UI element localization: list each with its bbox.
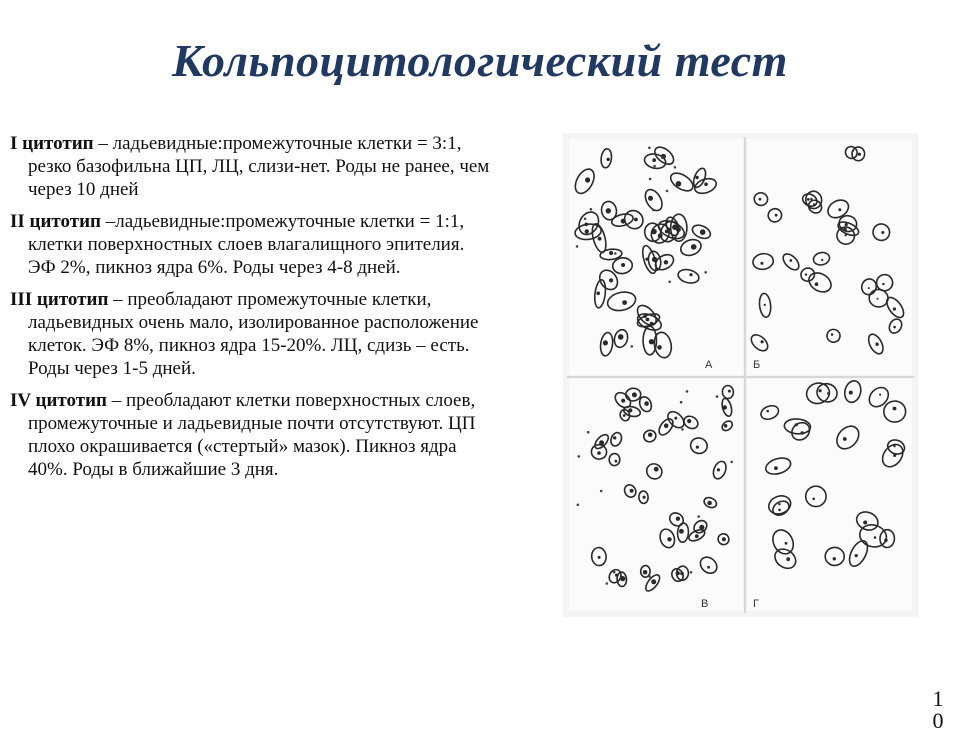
cell-nucleus — [664, 260, 668, 264]
cytotype-3-label: III цитотип — [10, 289, 109, 310]
cell-nucleus — [759, 198, 762, 201]
cytotype-2-text: –ладьевидные:промежуточные клетки = 1:1, клетки поверхностных слоев влагалищного эпителия. ЭФ 2%, пикноз ядра 6%. Роды через 4-8 дней. — [28, 211, 465, 278]
debris-dot — [681, 428, 684, 431]
cell-nucleus — [766, 410, 769, 413]
cell-nucleus — [810, 198, 812, 200]
cell-nucleus — [634, 218, 638, 222]
cell-nucleus — [643, 570, 648, 575]
cytotype-4-text: – преобладают клетки поверхностных слоев, промежуточные и ладьевидные почти отсутствуют. ЦП плохо окрашивается («стертый» мазок). Пикноз ядра 40%. Роды в ближайшие 3 дня. — [28, 390, 476, 480]
cell-nucleus — [695, 176, 698, 179]
cell-nucleus — [622, 300, 627, 305]
cell-nucleus — [607, 158, 610, 161]
debris-dot — [686, 390, 689, 393]
cell-nucleus — [879, 394, 881, 396]
debris-dot — [600, 490, 603, 493]
cell-nucleus — [893, 454, 896, 457]
cell-nucleus — [785, 542, 788, 545]
debris-dot — [576, 245, 579, 248]
cell-nucleus — [597, 451, 601, 455]
cell-nucleus — [827, 392, 829, 394]
debris-dot — [704, 271, 707, 274]
slide-title: Кольпоцитологический тест — [172, 35, 788, 86]
cell-nucleus — [717, 468, 720, 471]
debris-dot — [668, 281, 671, 284]
cell-nucleus — [831, 333, 834, 336]
cell-nucleus — [695, 534, 699, 538]
cell-nucleus — [760, 262, 763, 265]
cell-nucleus — [778, 509, 781, 512]
cell-nucleus — [805, 273, 807, 275]
debris-dot — [666, 190, 669, 193]
cell-nucleus — [774, 466, 778, 470]
cell-nucleus — [696, 446, 699, 449]
cell-nucleus — [620, 576, 625, 581]
cell-nucleus — [645, 258, 648, 261]
cell-nucleus — [618, 334, 624, 340]
debris-dot — [590, 208, 593, 211]
cell-nucleus — [585, 177, 590, 182]
cell-nucleus — [652, 158, 656, 162]
cell-nucleus — [630, 489, 634, 493]
cytotype-3-paragraph — [10, 288, 490, 380]
debris-dot — [587, 431, 590, 434]
cell-nucleus — [646, 318, 650, 322]
cell-nucleus — [657, 345, 662, 350]
cell-nucleus — [585, 229, 589, 233]
cell-nucleus — [613, 436, 616, 439]
cell-nucleus — [723, 405, 727, 409]
debris-dot — [606, 582, 609, 585]
cell-nucleus — [704, 183, 708, 187]
cytotype-2-paragraph — [10, 210, 490, 279]
debris-dot — [652, 209, 655, 212]
cell-nucleus — [722, 537, 726, 541]
panel-a-label: А — [705, 359, 713, 371]
cell-nucleus — [687, 419, 691, 423]
cytotype-1-text: – ладьевидные:промежуточные клетки = 3:1, резко базофильна ЦП, ЛЦ, слизи-нет. Роды не ранее, чем через 10 дней — [28, 133, 490, 200]
cell-nucleus — [623, 414, 626, 417]
cell-nucleus — [789, 259, 792, 262]
cell-nucleus — [882, 283, 884, 285]
debris-dot — [661, 156, 664, 159]
cell-nucleus — [621, 263, 625, 267]
debris-dot — [614, 252, 617, 255]
cell-nucleus — [707, 501, 712, 506]
cytotype-1-label: I цитотип — [10, 133, 94, 154]
cell-nucleus — [672, 224, 678, 230]
cell-nucleus — [778, 503, 780, 505]
cell-nucleus — [819, 389, 822, 392]
cell-nucleus — [691, 244, 697, 250]
debris-dot — [674, 166, 677, 169]
cytotype-4-label: IV цитотип — [10, 390, 107, 411]
cell-nucleus — [764, 304, 766, 306]
cell-nucleus — [651, 579, 656, 584]
cell-nucleus — [855, 554, 858, 557]
cell-nucleus — [596, 292, 600, 296]
cell-nucleus — [815, 282, 819, 286]
cell-nucleus — [821, 259, 823, 261]
cell-nucleus — [689, 273, 692, 276]
cell-nucleus — [598, 237, 602, 241]
cell-nucleus — [761, 340, 764, 343]
debris-dot — [578, 455, 581, 458]
cell-nucleus — [843, 437, 847, 441]
cell-nucleus — [667, 537, 671, 541]
debris-dot — [730, 461, 733, 464]
cell-nucleus — [863, 521, 867, 525]
cell-nucleus — [807, 198, 810, 201]
debris-dot — [649, 178, 652, 181]
cell-nucleus — [884, 539, 888, 543]
cell-nucleus — [724, 424, 728, 428]
cytotype-3-text: – преобладают промежуточные клетки, ладьевидных очень мало, изолированное расположение клеток. ЭФ 8%, пикноз ядра 15-20%. ЛЦ, сдизь – есть. Роды через 1-5 дней. — [28, 289, 479, 379]
cell-nucleus — [615, 460, 618, 463]
cell-nucleus — [812, 498, 815, 501]
cell-nucleus — [676, 571, 680, 575]
cell-nucleus — [700, 229, 706, 235]
cell-nucleus — [674, 417, 677, 420]
debris-dot — [653, 165, 656, 168]
cell-nucleus — [858, 153, 861, 156]
cell-nucleus — [598, 556, 601, 559]
cytology-smear-figure — [563, 133, 918, 617]
cell-nucleus — [728, 390, 731, 393]
cell-nucleus — [621, 399, 625, 403]
cell-nucleus — [838, 208, 841, 211]
cell-nucleus — [632, 392, 637, 397]
panel-b-label: Б — [753, 359, 761, 371]
cell-nucleus — [893, 307, 896, 310]
cell-nucleus — [893, 407, 897, 411]
cytotype-1-paragraph — [10, 132, 490, 201]
cell-nucleus — [643, 496, 646, 499]
debris-dot — [648, 147, 651, 150]
cell-nucleus — [654, 467, 659, 472]
cytotype-4-paragraph — [10, 389, 490, 481]
cell-nucleus — [609, 278, 613, 282]
cell-nucleus — [679, 529, 684, 534]
cell-nucleus — [585, 223, 589, 227]
cell-nucleus — [621, 219, 626, 224]
cell-nucleus — [868, 287, 870, 289]
cell-nucleus — [843, 228, 846, 231]
cell-nucleus — [893, 326, 896, 329]
cell-nucleus — [676, 181, 682, 187]
cytotype-2-label: II цитотип — [10, 211, 101, 232]
cell-nucleus — [845, 223, 848, 226]
cell-nucleus — [707, 566, 710, 569]
cell-nucleus — [833, 557, 836, 560]
cell-nucleus — [658, 233, 663, 238]
cell-nucleus — [606, 208, 611, 213]
cell-nucleus — [644, 401, 649, 406]
cell-nucleus — [849, 391, 853, 395]
debris-dot — [648, 575, 651, 578]
debris-dot — [680, 401, 683, 404]
cell-nucleus — [786, 557, 790, 561]
debris-dot — [716, 395, 719, 398]
debris-dot — [690, 571, 693, 574]
debris-dot — [631, 345, 634, 348]
cell-nucleus — [603, 340, 608, 345]
cell-nucleus — [676, 517, 680, 521]
cell-nucleus — [875, 343, 878, 346]
cell-nucleus — [881, 231, 884, 234]
panel-d-label: Г — [753, 598, 759, 610]
cell-nucleus — [795, 423, 798, 426]
cell-nucleus — [648, 433, 653, 438]
cell-nucleus — [609, 251, 613, 255]
cell-nucleus — [648, 196, 653, 201]
cell-nucleus — [649, 339, 654, 344]
cell-nucleus — [599, 440, 604, 445]
cell-nucleus — [877, 298, 879, 300]
debris-dot — [577, 504, 580, 507]
cytotype-list — [10, 132, 490, 490]
page-number: 1 0 — [932, 686, 944, 733]
debris-dot — [697, 515, 700, 518]
cell-nucleus — [874, 536, 877, 539]
debris-dot — [613, 571, 616, 574]
cell-nucleus — [664, 423, 669, 428]
panel-c-label: В — [701, 598, 709, 610]
debris-dot — [584, 218, 587, 221]
cell-nucleus — [775, 214, 778, 217]
